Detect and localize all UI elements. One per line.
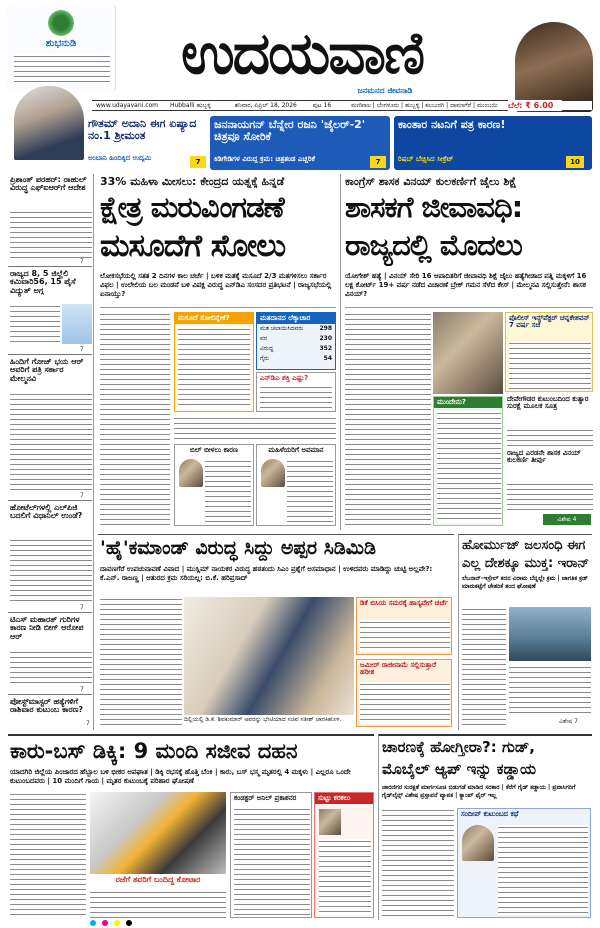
second-side-2-title: ಮುಂದೇನು? <box>434 397 502 408</box>
divider <box>8 694 92 695</box>
story-5-photo <box>90 792 226 874</box>
story-3-deck: ದಾವಣಗೆರೆ ಉಪಚುನಾವಣೆ ವಿವಾದ | ಮುಸ್ಲಿಮ್ ನಾಯಕರ ವಿರುದ್ಧ ಹಠತಂದು ಸಿಎಂ ಪ್ರಶ್ನೆಗೆ ಅಸಮಾಧಾನ | ಉಳಿದವರು ಮಾಡಿದ್ದು ಚುಟ್ಟಿ ಅಲ್ಲವೇ?: ಕೆ.ಎನ್. ರಾಜಣ್ಣ | ಆತುರದ ಕ್ರಮ ಸರಿಯಲ್ಲ: ಬಿ.ಕೆ. ಹರಿಪ್ರಸಾದ್ <box>100 565 433 582</box>
second-side-1-title: ಪೊಲೀಸ್ ಇನ್ಸ್‌ಪೆಕ್ಟರ್ ಚನ್ನಕೇಶವನ್ 7 ವರ್ಷ ಸಜೆ <box>509 315 590 330</box>
lead-box-3-body <box>260 385 332 409</box>
subbrand-quote <box>14 54 110 84</box>
second-side-1 <box>505 312 593 392</box>
trekker-photo <box>462 825 494 861</box>
lead-box-2-title: ಮತದಾನದ ಲೆಕ್ಕಾಚಾರ <box>257 313 335 324</box>
story-3-box-2-title: ಜಮೀರ್ ರಾಜೀನಾಮೆ ಸಲ್ಲಿಸುತ್ತಾರೆ ಹರೀಶ <box>360 662 437 677</box>
teaser-1-title: ಗೌತಮ್ ಅದಾನಿ ಈಗ ಏಷ್ಯಾದ ನಂ.1 ಶ್ರೀಮಂತ <box>88 118 197 142</box>
lead-box-4-body <box>205 459 251 523</box>
print-registration-marks <box>90 920 510 926</box>
divider <box>8 612 92 613</box>
story-5-box-body <box>234 807 310 915</box>
powerline-graphic <box>62 304 92 344</box>
editions-label: ಮಣಿಪಾಲ | ಬೆಂಗಳೂರು | ಹುಬ್ಬಳ್ಳಿ | ಕಲಬುರಗಿ | ದಾವಣಗೆರೆ | ಮುಂಬಯಿ <box>351 102 498 109</box>
teaser-2-page: 7 <box>370 156 386 168</box>
story-4-deck: ಲೆಬನಾನ್-ಇಸ್ರೇಲ್ ಕದನ ವಿರಾಮ ಬೆನ್ನಲ್ಲೇ ಕ್ರಮ | ಜಾಗತಿಕ ಕ್ರಡ್ ಮಾರುಕಟ್ಟೆಗೆ ಚೇತರಿಕೆ ತಂದ ಘೋಷಣೆ <box>462 575 588 590</box>
teaser-1-sub: ಅಂಬಾನಿ ಹಿಂದಿಕ್ಕಿದ ಉದ್ಯಮಿ <box>88 154 152 162</box>
left-story-2-body <box>10 304 60 344</box>
story-5-box-2 <box>314 792 374 918</box>
vote-row: ವಿರುದ್ಧ 352 <box>260 345 332 352</box>
pages-label: ಪುಟ 16 <box>312 102 332 109</box>
story-6-box <box>457 808 591 918</box>
story-5 <box>8 734 374 920</box>
person-photo-left <box>14 86 84 160</box>
left-column <box>8 174 94 730</box>
story-5-body-2 <box>90 890 226 918</box>
lead-body-2 <box>174 416 336 440</box>
lead-body-1 <box>100 312 170 526</box>
story-3-body <box>100 597 182 727</box>
second-body-1 <box>345 312 431 526</box>
vote-row: ಮತ ಚಲಾಯಿಸಿದವರು 298 <box>260 325 332 332</box>
color-dot <box>102 920 108 926</box>
story-5-box-title: ಕಂಡಕ್ಟರ್ ಅನಿಲ್ ಪ್ರಕಾಶನರ <box>234 795 297 802</box>
price-label: ಬೆಲೆ: ₹ 6.00 <box>508 100 562 111</box>
mla-photo <box>433 312 503 394</box>
second-story <box>340 174 592 530</box>
story-4-headline-2[interactable]: ಎಲ್ಲ ದೇಶಕ್ಕೂ ಮುಕ್ತ: ಇರಾನ್ <box>462 557 590 571</box>
lead-box-3-title: ಎನ್‌ಡಿಎ ಶಕ್ತಿ ಎಷ್ಟು? <box>260 374 309 382</box>
left-story-3-title[interactable]: ಹಿಂದಿಗೆ ಗೋಜ್ ಭಯ ಆರ್‌ ಅವರಿಗೆ ಪತ್ರಿ ಸರ್ಕಾರ ಮೇಲ್ಮನವಿ <box>10 358 84 383</box>
masthead-tagline: ಜನಮನದ ಜೀವನಾಡಿ <box>357 86 413 95</box>
left-story-1-title[interactable]: ಪ್ರಿಶಾಂತ್ ಪರಹರ್: ರಾಹುಲ್ ವಿರುದ್ಧ ಎಫ್ಐಆರ್‌ಗೆ ಆದೇಶ <box>10 176 87 193</box>
lead-box-1-body <box>178 327 250 409</box>
left-story-3-cont: 7 <box>80 492 84 499</box>
color-dot <box>114 920 120 926</box>
second-side-1-body <box>509 341 591 389</box>
story-5-box-2-body <box>319 839 371 915</box>
subbrand-block <box>6 6 116 90</box>
lead-box-5-body <box>287 459 333 523</box>
subbrand-label: ಶುಭನುಡಿ <box>45 38 77 49</box>
lead-box-1-title: ಮಸೂದೆ ಸೋಲಿನ್ನೇಕೆ? <box>175 313 253 324</box>
lead-box-5-title: ಮಹಿಳೆಯರಿಗೆ ಅವಮಾನ <box>268 446 324 454</box>
second-side-3-title: ದೇವೇಗೌಡರ ಕುಟುಂಬದಿಂದ ಕುತ್ಯಾರ ಸುರಕ್ಷೆ ಮೂಲಕ ಸೂತ್ರ <box>507 396 589 411</box>
left-story-1-body <box>10 210 92 258</box>
divider <box>8 500 92 501</box>
lead-box-4 <box>174 444 254 526</box>
masthead <box>0 0 600 116</box>
second-side-2 <box>433 396 503 526</box>
left-story-4-body <box>10 538 92 604</box>
second-deck: ಯೋಗೇಶ್ ಹತ್ಯೆ | ವಿನಯ್ ಸೇರಿ 16 ಆಪಾದಿತರಿಗೆ ಜೀವಾವಧಿ ಶಿಕ್ಷೆ ಜೈಲು ಹತ್ಯೆಗೀಡಾದ ಪತ್ನಿ ಮಕ್ಕಳಿಗೆ 16 ಲಕ್ಷ ಕೋರ್ಟ್‌ 19+ ವರ್ಷ ನಡೆದ ವಿಚಾರಣೆ ಬ್ರೇಕ್ ಗಮನ ಸೆಳೆದ ಕೇಸ್ | ಮೇಲ್ಮನವಿ ಸಲ್ಲಿಸುತ್ತೇನೆ: ಶಾಸಕ ವಿನಯ್? <box>345 272 593 308</box>
story-4-cont[interactable]: ವಿಶೇಷ 7 <box>559 718 578 725</box>
second-headline-2[interactable]: ರಾಜ್ಯದಲ್ಲಿ ಮೊದಲು <box>345 230 522 262</box>
victim-photo <box>319 809 341 835</box>
story-3-box-2-body <box>360 682 450 724</box>
left-story-2-title[interactable]: ರಾಜ್ಯದ 8, 5 ಜಿಲ್ಲೆಲಿ ಕಮಿವಾರಿ56, 15 ಪೈಸೆ ವಿದ್ಯುತ್ ಅಗ್ಗ <box>10 270 76 295</box>
masthead-logo: ಉದಯವಾಣಿ <box>180 19 424 87</box>
second-side-4-title: ರಾಜ್ಯದ ಎರಡನೇ ಶಾಸಕ ವಿನಯ್ ಕುಲಕರ್ಣಿ ತೀರ್ಪು <box>507 450 581 465</box>
story-3-caption: ದಿಲ್ಲಿಯಲ್ಲಿ ಡಿ.ಕೆ. ಶಿವಕುಮಾರ್ ಅವರನ್ನು ಭೇಟಿಯಾದ ಸಚಿವ ಸತೀಶ್ ಜಾರಕಿಹೊಳಿ. <box>184 717 342 723</box>
story-6-box-title: ಸಂದೀಪ್ ಕುಟುಂಬದ ಕಥೆ <box>461 811 519 818</box>
left-story-3-body <box>10 392 92 492</box>
story-6-body-1 <box>382 808 454 918</box>
left-story-6-cont: 7 <box>86 720 90 727</box>
second-kicker: ಕಾಂಗ್ರೆಸ್ ಶಾಸಕ ವಿನಯ್ ಕುಲಕರ್ಣಿಗೆ ಜೈಲು ಶಿಕ್ಷೆ <box>345 176 517 188</box>
left-story-6-title[interactable]: ಪೋಸ್ಟ್‌ಮಾಸ್ಟರ್ ಹತ್ಯೆಗಳಿಗೆ ರಾಶಿವಾರ ಕುಟುಂಬ ಕಾರಣ? <box>10 698 84 715</box>
story-4-body-1 <box>462 607 506 727</box>
teaser-3[interactable] <box>394 116 592 170</box>
lead-box-2 <box>256 312 336 370</box>
lead-box-4-title: ಬಿಲ್ ಬೀಳಲು ಕಾರಣ <box>190 446 238 454</box>
teaser-3-sub: ರಿಷಬ್ ಬೆಚ್ಚಿಸಿದ ಸೀಕ್ರೆಟ್ <box>398 155 454 163</box>
person-photo-right <box>515 22 593 112</box>
left-story-4-title[interactable]: ಹೋಟೆಲ್‌ಗಳಲ್ಲಿ ಎಲ್‌ಪಿಜಿ ಬದಲಿಗೆ ವಿಧಾನಿಲ್ ಉಂಡೆ? <box>10 504 83 521</box>
vote-row: ಪರ 230 <box>260 335 332 342</box>
teaser-3-title: ಕಾಂತಾರ ನಟನಿಗೆ ಪತ್ರ ಕಾರಣ! <box>398 119 506 131</box>
lead-deck: ಲೋಕಸಭೆಯಲ್ಲಿ ಸತತ 2 ದಿನಗಳ ಕಾಲ ಚರ್ಚೆ | ಬಳಿಕ ಮತಕ್ಕೆ ಮಸೂದೆ 2/3 ಮತಗಳಿಸಲು ಸರ್ಕಾರ ವಿಫಲ | ಉಲೇಲಿಯ ಬಲ ಮಂಡನೆ ಬಳಿ ವಿಪಕ್ಷ ವಿರುದ್ಧ ಎನ್‌ಡಿಎ ಸಂಸದರ ಪ್ರತಿಭಟನೆ | ರಾಜ್ಯಸಭೆಯಲ್ಲಿ ಏನಾಯ್ತು? <box>100 272 336 308</box>
lead-box-1 <box>174 312 254 412</box>
teaser-2-sub: ಕಿಡಿಗೇಡಿಗಳ ವಿರುದ್ಧ ಕ್ರಮ: ಚಿತ್ರತಂಡ ಎಚ್ಚರಿಕೆ <box>214 155 316 163</box>
vote-row: ಗೈರು 54 <box>260 355 332 362</box>
story-5-box <box>230 792 312 918</box>
teaser-1[interactable] <box>86 114 208 170</box>
lead-headline-2[interactable]: ಮಸೂದೆಗೆ ಸೋಲು <box>100 230 286 264</box>
story-4 <box>458 534 592 730</box>
second-side-3-body <box>507 428 593 446</box>
divider <box>8 266 92 267</box>
story-4-headline-1[interactable]: ಹೋರ್ಮುಜ್ ಜಲಸಂಧಿ ಈಗ <box>462 539 586 553</box>
color-dot <box>90 920 96 926</box>
story-3-box-2 <box>356 659 452 727</box>
color-dot <box>126 920 132 926</box>
story-6-box-body <box>498 825 588 915</box>
second-headline-1[interactable]: ಶಾಸಕಗೆ ಜೀವಾವಧಿ: <box>345 192 523 224</box>
second-side-2-body <box>437 411 501 523</box>
edition-label: Hubballi ಹುಬ್ಬಳ್ಳಿ <box>169 102 211 109</box>
second-side-4-body <box>507 482 593 512</box>
tree-icon <box>48 10 74 36</box>
lead-box-5 <box>256 444 336 526</box>
left-story-5-body <box>10 650 92 686</box>
story-5-body-1 <box>10 792 86 918</box>
story-3 <box>98 534 454 730</box>
second-cont[interactable]: ವಿಶೇಷ 4 <box>543 514 591 525</box>
date-label: ಶನಿವಾರ, ಏಪ್ರಿಲ್ 18, 2026 <box>234 102 297 109</box>
story-5-deck: ಯಾದಗಿರಿ ಜಿಲ್ಲೆಯ ಪಿಂಜಾರದ ಹೆಬ್ಬಾಲ ಬಳಿ ಭೀಕರ ಅಪಘಾತ | ಡಿಕ್ಕಿ ರಭಸಕ್ಕೆ ಹೊತ್ತಿ ಬೆಂಕಿ | ಕಾರು, ಬಸ್ ಭಸ್ಮ ಮೃತರಲ್ಲಿ 4 ಮಕ್ಕಳು | ಎಲ್ಲರೂ ಒಂದೇ ಕುಟುಂಬದವರು | 10 ಮಂದಿಗೆ ಗಾಯ | ಮೃತರ ಕುಟುಂಬಕ್ಕೆ ಪರಿಹಾರ ಘೋಷಣೆ <box>10 768 351 785</box>
teaser-3-page: 10 <box>566 156 584 168</box>
lead-kicker: 33% ಮಹಿಳಾ ಮೀಸಲು: ಕೇಂದ್ರದ ಯತ್ನಕ್ಕೆ ಹಿನ್ನಡೆ <box>100 176 285 188</box>
story-5-headline[interactable]: ಕಾರು-ಬಸ್ ಡಿಕ್ಕಿ: 9 ಮಂದಿ ಸಜೀವ ದಹನ <box>10 740 298 763</box>
story-3-box-body <box>360 620 450 652</box>
politician-photo <box>179 459 203 487</box>
lead-story <box>98 174 336 530</box>
left-story-1-cont: 7 <box>80 258 84 265</box>
left-story-5-title[interactable]: ಟಿಎಸ್ ಮಹಾರತ್ ಗುರಿಗಳ ಕಾರಣ ನೀಡಿ ಬೀಗ್ ಆರೋಪ ಆರ್ <box>10 616 84 641</box>
politician-photo <box>261 459 285 487</box>
story-6-headline-1[interactable]: ಚಾರಣಕ್ಕೆ ಹೋಗ್ತೀರಾ?: ಗುಡ್, <box>382 740 535 756</box>
teaser-1-page: 7 <box>190 156 206 168</box>
story-3-box <box>356 597 452 655</box>
ship-photo <box>509 607 591 661</box>
story-5-box-2-title: ಸುಟ್ಟು ಕರಕಲು <box>315 793 373 804</box>
teaser-2[interactable] <box>210 116 390 170</box>
story-6-deck: ಚಾರಣಿಗರ ಸುರಕ್ಷತೆ ಮಾರ್ಗಸೂಚಿ ಬಿಡುಗಡೆ ಮಾಡಿದ ಸರಕಾರ | ಕೆರೆಗೆ ಗೈಡ್ ಕಡ್ಡಾಯ | ಪ್ರವಾಸಿಗರಿಗೆ ಗೈಡ್‌ಲೈನ್ಸ್ ವಿಶೇಷ ಪ್ರಸ್ತಾವನೆ ವ್ಯಾಪಕ | ಕ್ಯಾಂಪ್ ಫೈರ್ ಇಲ್ಲ <box>382 784 576 799</box>
story-4-body-2 <box>509 665 591 715</box>
story-3-box-title: ಡಿಕೆ ಬಿಸಿಯ ಸಮರಕ್ಕೆ ಹಾಸ್ಯವೇಗೆ ಚರ್ಚೆ <box>360 600 449 607</box>
story-6 <box>378 734 592 920</box>
story-3-headline[interactable]: 'ಹೈ'ಕಮಾಂಡ್ ವಿರುದ್ಧ ಸಿದ್ದು ಅಪ್ಪರ ಸಿಡಿಮಿಡಿ <box>100 539 376 559</box>
left-story-4-cont: 7 <box>80 604 84 611</box>
website-link[interactable]: www.udayavani.com <box>96 102 159 109</box>
story-6-headline-2[interactable]: ಮೊಬೈಲ್ ಆ್ಯಪ್ ಇನ್ನು ಕಡ್ಡಾಯ <box>382 762 537 778</box>
teaser-2-title: ಜನನಾಯಗನ್ ಬೆನ್ನೇರ ರಜನಿ 'ಜೈಲರ್-2' ಚಿತ್ರವೂ ಸೋರಿಕೆ <box>214 119 366 143</box>
lead-headline-1[interactable]: ಕ್ಷೇತ್ರ ಮರುವಿಂಗಡಣೆ <box>100 192 284 224</box>
left-story-2-cont: 7 <box>80 346 84 353</box>
divider <box>8 354 92 355</box>
story-5-photo-caption: ರಜೆಗೆ ತವರಿಗೆ ಬಂದಿದ್ದ ಕೋಟಾರ <box>115 876 201 884</box>
lead-box-3 <box>256 372 336 412</box>
left-story-5-cont: 7 <box>80 686 84 693</box>
story-3-photo <box>184 597 354 715</box>
